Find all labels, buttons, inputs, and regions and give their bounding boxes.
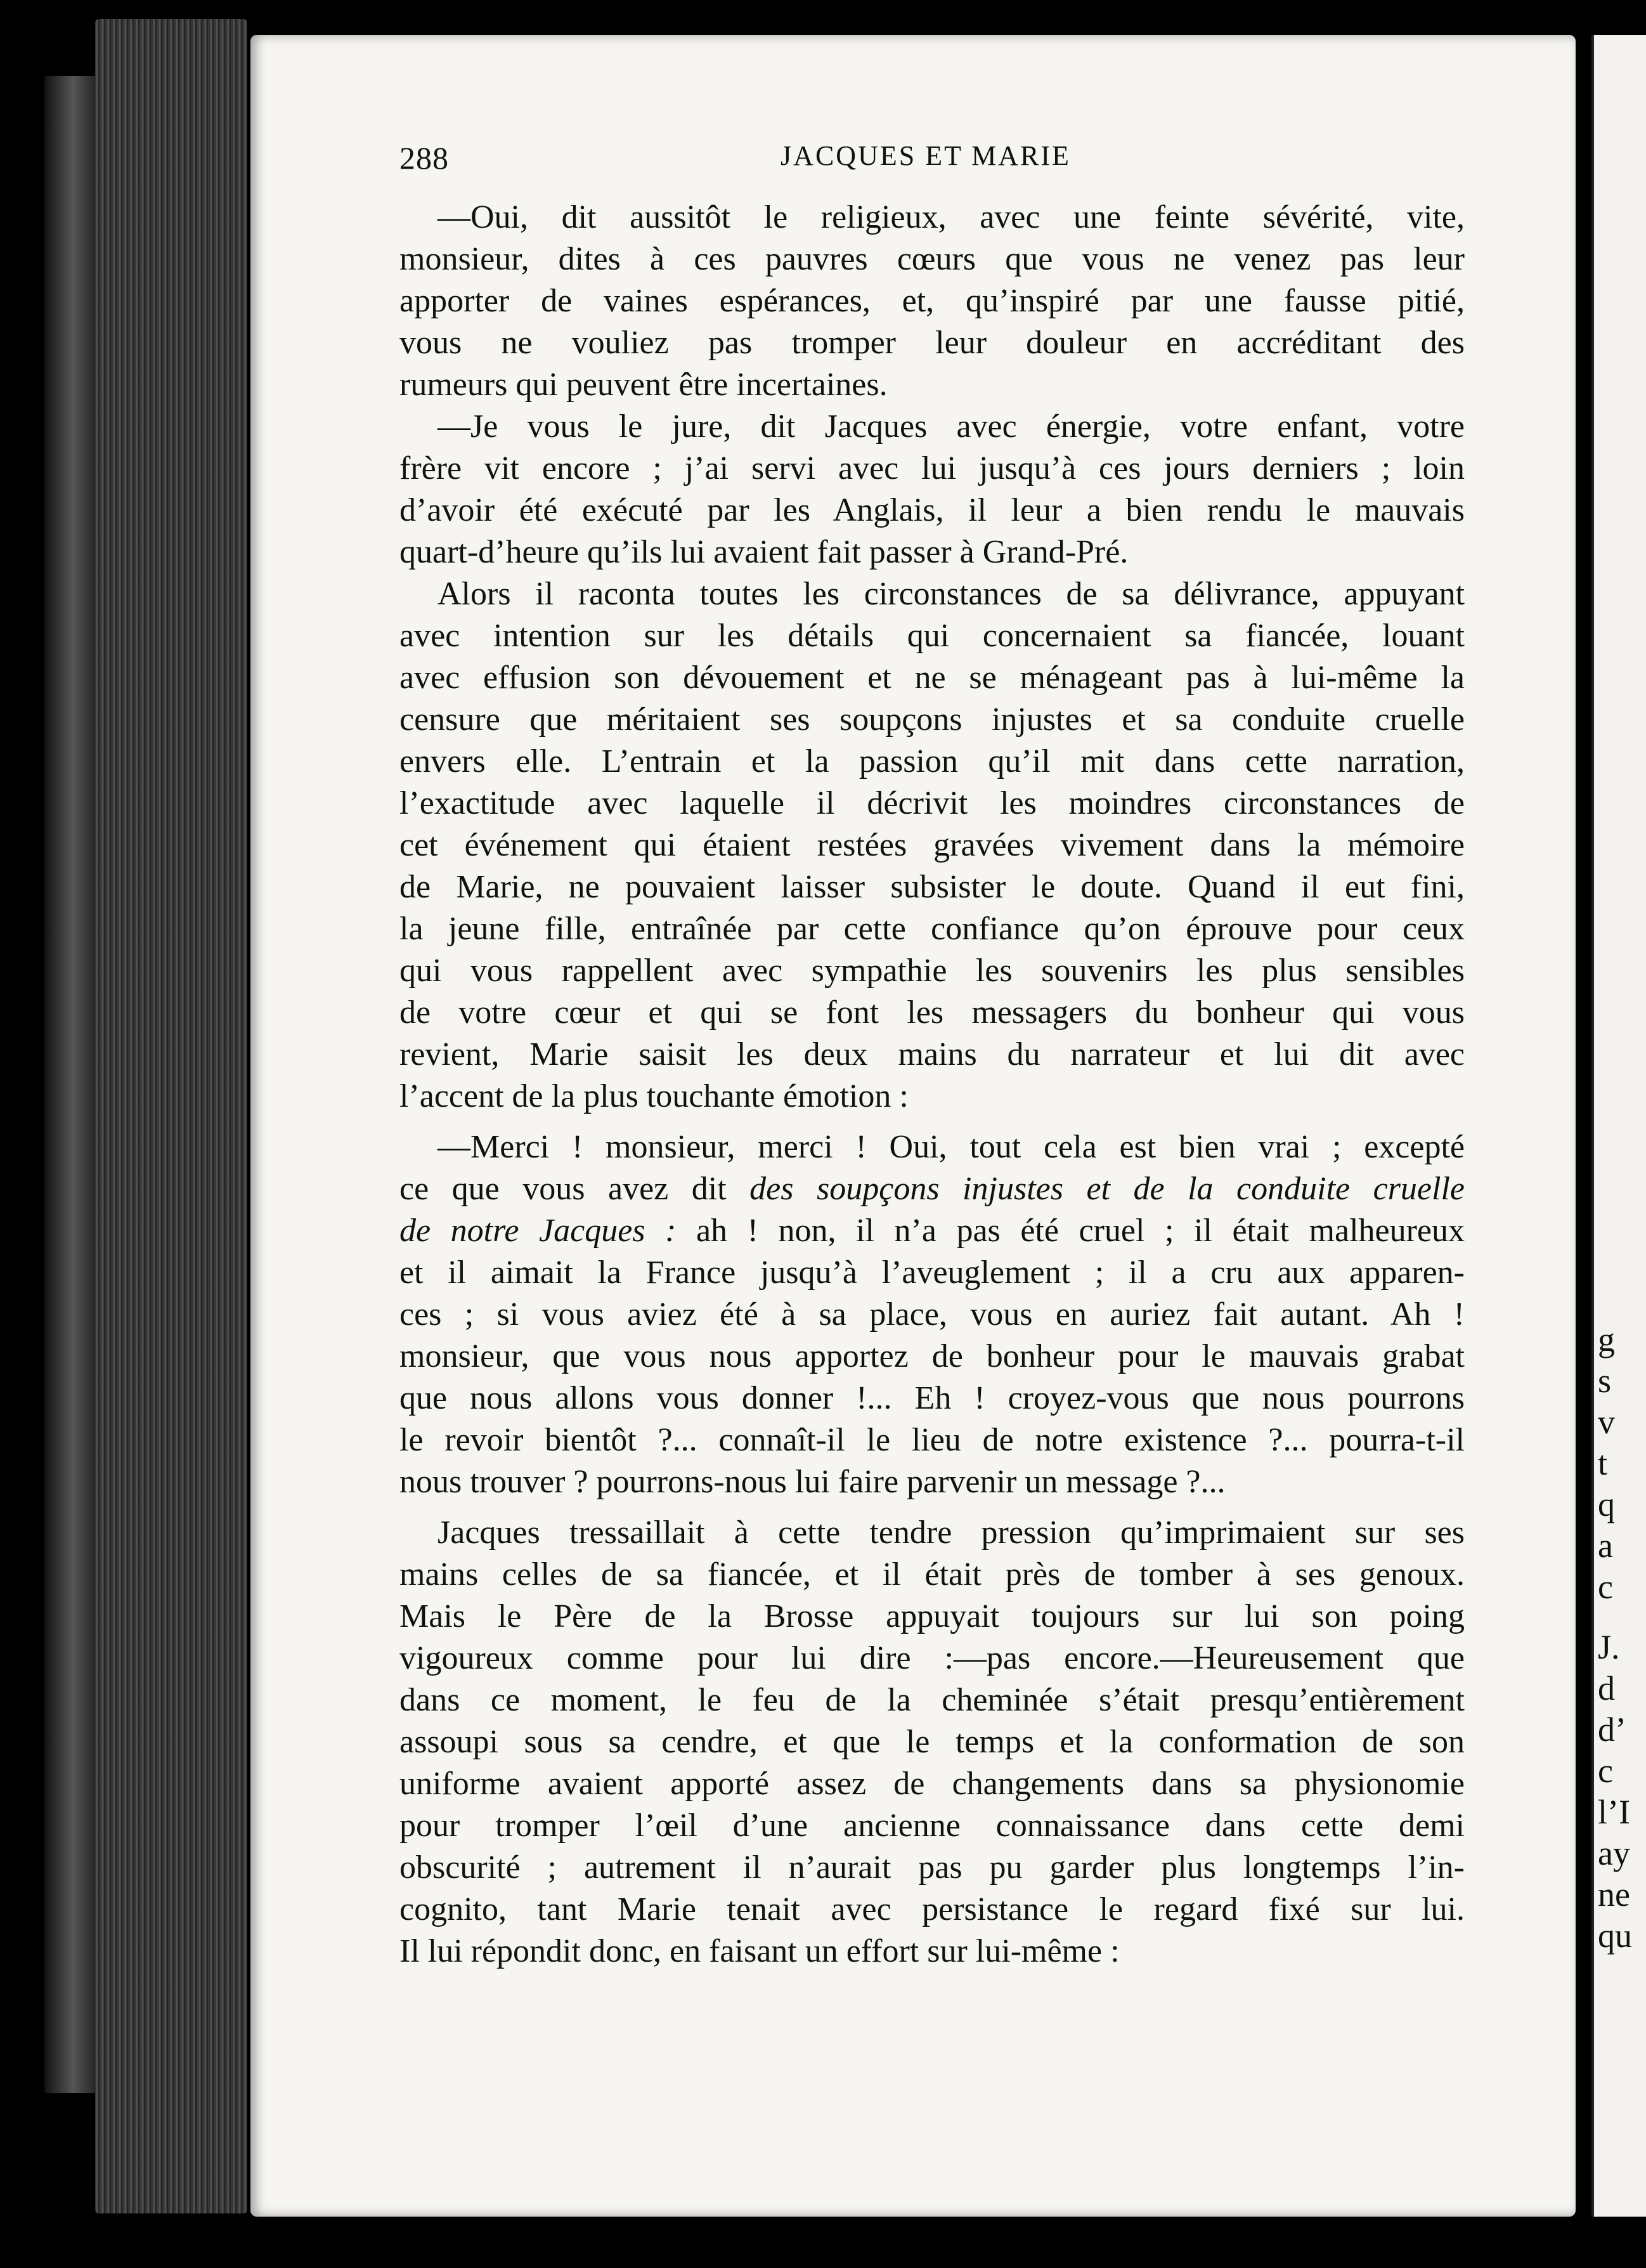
text-line: cognito, tant Marie tenait avec persistance le regard fixé sur lui. — [399, 1891, 1465, 1927]
body-text — [399, 197, 1465, 1972]
text-line: cet événement qui étaient restées gravées vivement dans la mémoire — [399, 827, 1465, 863]
text-line: que nous allons vous donner !... Eh ! croyez-vous que nous pourrons — [399, 1380, 1465, 1416]
text-line: apporter de vaines espérances, et, qu’inspiré par une fausse pitié, — [399, 283, 1465, 319]
adjacent-page-fragment: ay — [1598, 1834, 1630, 1872]
adjacent-page-fragment: l’I — [1598, 1793, 1630, 1831]
text-line: monsieur, que vous nous apportez de bonheur pour le mauvais grabat — [399, 1338, 1465, 1374]
adjacent-page-fragment: a — [1598, 1527, 1613, 1565]
adjacent-page-fragment: q — [1598, 1485, 1615, 1523]
paragraph-gap — [399, 1118, 1465, 1126]
text-line: et il aimait la France jusqu’à l’aveuglement ; il a cru aux apparen- — [399, 1255, 1465, 1291]
text-line: l’exactitude avec laquelle il décrivit les moindres circonstances de — [399, 785, 1465, 821]
text-line: —Oui, dit aussitôt le religieux, avec une feinte sévérité, vite, — [437, 199, 1465, 235]
text-line: avec effusion son dévouement et ne se ménageant pas à lui-même la — [399, 660, 1465, 696]
text-line: qui vous rappellent avec sympathie les souvenirs les plus sensibles — [399, 953, 1465, 989]
text-line: rumeurs qui peuvent être incertaines. — [399, 367, 888, 403]
adjacent-page-fragment: ne — [1598, 1875, 1630, 1913]
text-line: pour tromper l’œil d’une ancienne connaissance dans cette demi — [399, 1808, 1465, 1844]
text-line: frère vit encore ; j’ai servi avec lui jusqu’à ces jours derniers ; loin — [399, 450, 1465, 486]
adjacent-page-edge — [1591, 35, 1646, 2217]
page-header — [399, 140, 1452, 190]
adjacent-page-fragment: s — [1598, 1362, 1612, 1400]
text-line: revient, Marie saisit les deux mains du narrateur et lui dit avec — [399, 1036, 1465, 1072]
adjacent-page-fragment: d’ — [1598, 1711, 1626, 1749]
text-line: ces ; si vous aviez été à sa place, vous en auriez fait autant. Ah ! — [399, 1296, 1465, 1333]
text-line: nous trouver ? pourrons-nous lui faire parvenir un message ?... — [399, 1464, 1226, 1500]
adjacent-page-fragment: g — [1598, 1320, 1615, 1359]
text-line: l’accent de la plus touchante émotion : — [399, 1078, 909, 1114]
text-line: Alors il raconta toutes les circonstances de sa délivrance, appuyant — [437, 576, 1465, 612]
italic-text: de notre Jacques : — [399, 1213, 677, 1249]
text-line: obscurité ; autrement il n’aurait pas pu garder plus longtemps l’in- — [399, 1849, 1465, 1886]
text-line: la jeune fille, entraînée par cette confiance qu’on éprouve pour ceux — [399, 911, 1465, 947]
text-line: monsieur, dites à ces pauvres cœurs que vous ne venez pas leur — [399, 241, 1465, 277]
adjacent-page-fragment: d — [1598, 1669, 1615, 1707]
text-line: —Je vous le jure, dit Jacques avec énergie, votre enfant, votre — [437, 408, 1465, 445]
text-line: uniforme avaient apporté assez de changements dans sa physionomie — [399, 1766, 1465, 1802]
page-edges — [95, 19, 247, 2213]
text-line: de notre Jacques : ah ! non, il n’a pas été cruel ; il était malheureux — [399, 1213, 1465, 1249]
text-line: mains celles de sa fiancée, et il était près de tomber à ses genoux. — [399, 1556, 1465, 1593]
text-line: vous ne vouliez pas tromper leur douleur en accréditant des — [399, 325, 1465, 361]
book-page — [250, 35, 1576, 2217]
text-line: le revoir bientôt ?... connaît-il le lieu de notre existence ?... pourra-t-il — [399, 1422, 1465, 1458]
adjacent-page-fragment: J. — [1598, 1628, 1620, 1666]
text-line: dans ce moment, le feu de la cheminée s’était presqu’entièrement — [399, 1682, 1465, 1718]
adjacent-page-fragment: t — [1598, 1444, 1608, 1482]
text-line: avec intention sur les détails qui concernaient sa fiancée, louant — [399, 618, 1465, 654]
text-line: ce que vous avez dit des soupçons injustes et de la conduite cruelle — [399, 1171, 1465, 1207]
text-line: assoupi sous sa cendre, et que le temps et la conformation de son — [399, 1724, 1465, 1760]
text-line: Il lui répondit donc, en faisant un effort sur lui-même : — [399, 1933, 1120, 1969]
page-number: 288 — [399, 140, 449, 176]
text-line: envers elle. L’entrain et la passion qu’il mit dans cette narration, — [399, 743, 1465, 779]
paragraph-gap — [399, 1503, 1465, 1512]
text-line: de Marie, ne pouvaient laisser subsister le doute. Quand il eut fini, — [399, 869, 1465, 905]
text-line: —Merci ! monsieur, merci ! Oui, tout cela est bien vrai ; excepté — [437, 1129, 1465, 1165]
adjacent-page-fragment: c — [1598, 1568, 1613, 1606]
book-spine — [44, 76, 101, 2093]
text-line: vigoureux comme pour lui dire :—pas encore.—Heureusement que — [399, 1640, 1465, 1676]
italic-text: des soupçons injustes et de la conduite cruelle — [749, 1171, 1465, 1207]
text-line: quart-d’heure qu’ils lui avaient fait passer à Grand-Pré. — [399, 534, 1129, 570]
adjacent-page-fragment: c — [1598, 1752, 1613, 1790]
adjacent-page-fragment: v — [1598, 1403, 1615, 1441]
text-line: d’avoir été exécuté par les Anglais, il leur a bien rendu le mauvais — [399, 492, 1465, 528]
text-line: Mais le Père de la Brosse appuyait toujours sur lui son poing — [399, 1598, 1465, 1634]
running-title: JACQUES ET MARIE — [781, 140, 1071, 171]
text-line: Jacques tressaillait à cette tendre pression qu’imprimaient sur ses — [437, 1515, 1465, 1551]
text-line: de votre cœur et qui se font les messagers du bonheur qui vous — [399, 994, 1465, 1031]
text-line: censure que méritaient ses soupçons injustes et sa conduite cruelle — [399, 701, 1465, 738]
adjacent-page-fragment: qu — [1598, 1917, 1632, 1955]
